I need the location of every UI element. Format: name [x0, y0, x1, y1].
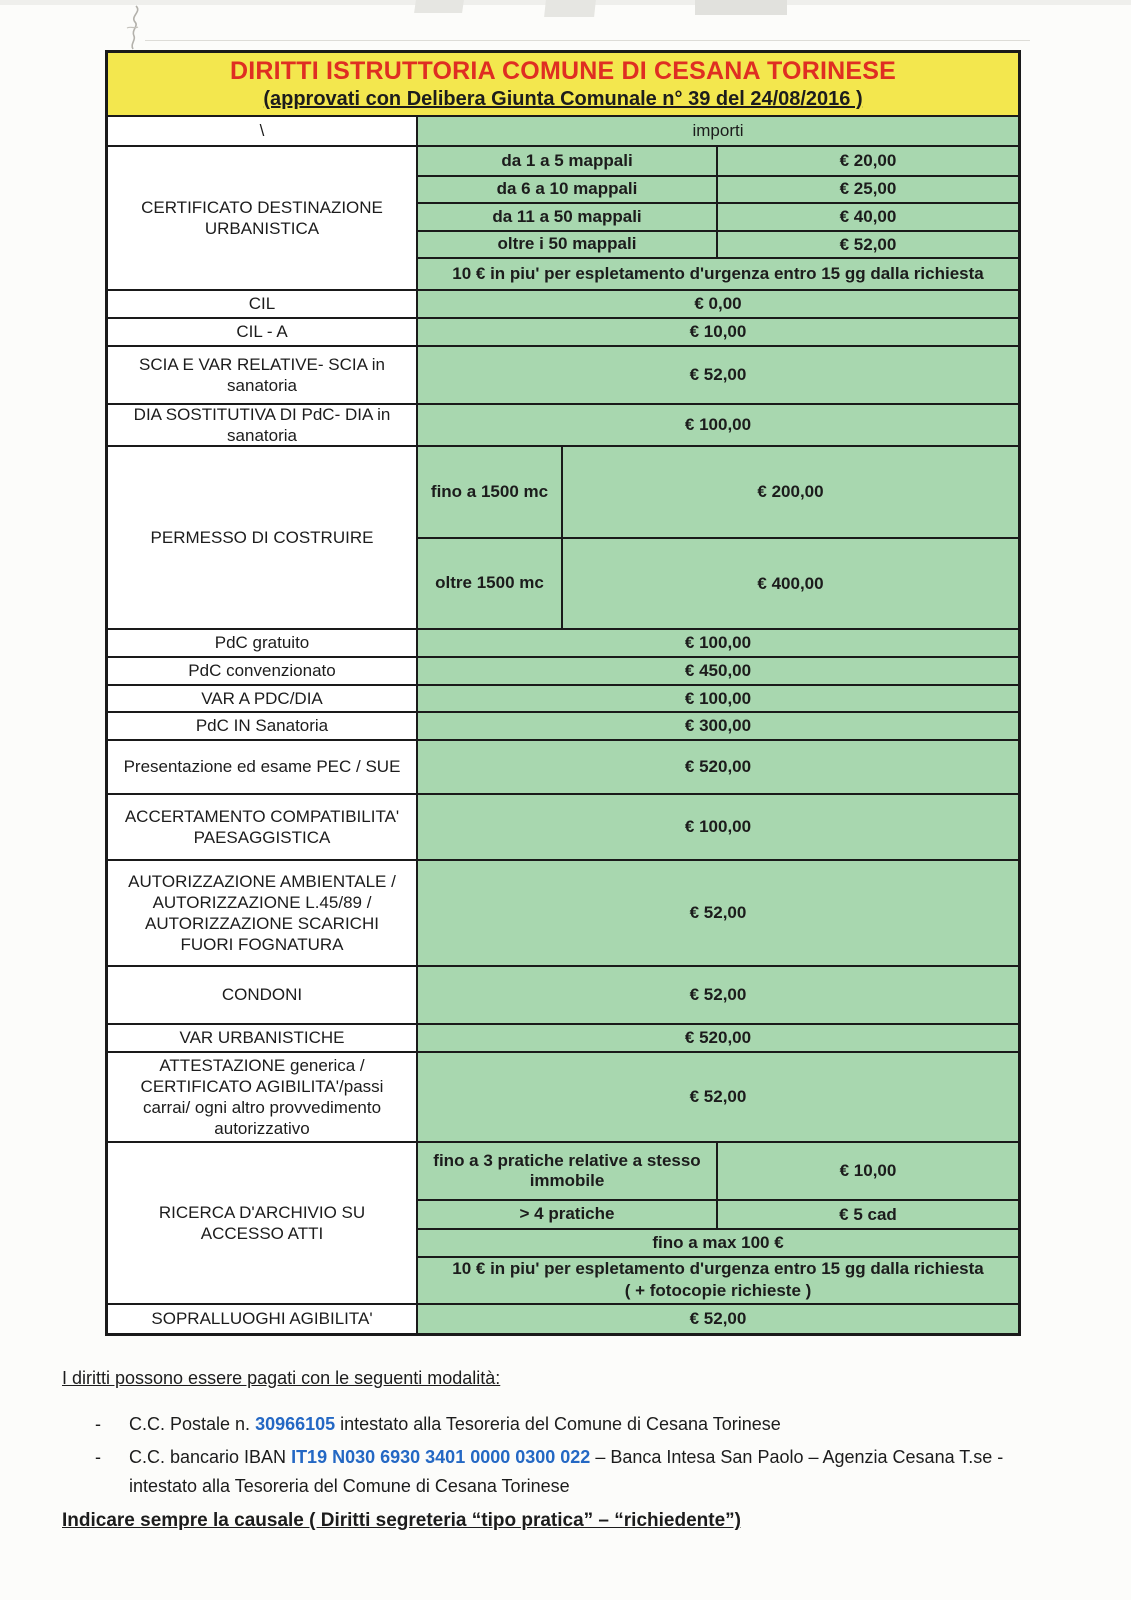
price-cell: € 400,00 [757, 573, 824, 593]
scan-smudge [695, 0, 787, 15]
row-label: CIL - A [108, 319, 418, 345]
cdu-tiers [418, 147, 1018, 289]
price-cell: € 100,00 [418, 630, 1018, 656]
row-label: SCIA E VAR RELATIVE- SCIA in sanatoria [108, 347, 418, 403]
bullet-dash: - [95, 1446, 101, 1467]
price-cell: € 52,00 [839, 234, 897, 254]
tier-label: fino a 1500 mc [418, 447, 563, 537]
row-label: ACCERTAMENTO COMPATIBILITA' PAESAGGISTICA [108, 795, 418, 859]
row-label: VAR A PDC/DIA [108, 686, 418, 711]
bank-account-pre: C.C. bancario IBAN [129, 1446, 292, 1467]
price-cell: € 40,00 [839, 207, 897, 227]
table-row [108, 739, 1018, 793]
row-label: VAR URBANISTICHE [108, 1025, 418, 1051]
postal-account-post: intestato alla Tesoreria del Comune di Cesana Torinese [335, 1414, 781, 1434]
tier-row [418, 537, 1018, 628]
tier-label: fino a 3 pratiche relative a stesso immobile [418, 1143, 718, 1199]
tier-label: oltre i 50 mappali [418, 232, 718, 258]
row-label: CONDONI [108, 967, 418, 1023]
row-label: CIL [108, 291, 418, 317]
tier-label: da 1 a 5 mappali [418, 147, 718, 175]
scan-smudge [544, 0, 596, 17]
urgency-note [418, 1256, 1018, 1303]
scan-line [145, 40, 1030, 41]
tier-row [418, 175, 1018, 203]
scan-smudge [414, 0, 464, 13]
table-row [108, 965, 1018, 1023]
price-cell: € 520,00 [418, 1025, 1018, 1051]
table-row [108, 317, 1018, 345]
tier-row [418, 1143, 1018, 1199]
table-row [108, 656, 1018, 684]
cap-note: fino a max 100 € [418, 1228, 1018, 1256]
row-label: PdC convenzionato [108, 658, 418, 684]
price-cell: € 52,00 [418, 861, 1018, 965]
tier-row [418, 1199, 1018, 1228]
postal-account-line [129, 1410, 1055, 1439]
urgency-note: 10 € in piu' per espletamento d'urgenza entro 15 gg dalla richiesta [418, 257, 1018, 289]
table-row [108, 859, 1018, 965]
price-cell: € 5 cad [839, 1204, 897, 1224]
iban-number: IT19 N030 6930 3401 0000 0300 022 [291, 1446, 591, 1467]
causale-instruction: Indicare sempre la causale ( Diritti segreteria “tipo pratica” – “richiedente”) [62, 1510, 741, 1531]
price-cell: € 25,00 [839, 179, 897, 199]
postal-account-pre: C.C. Postale n. [129, 1414, 256, 1434]
importi-header-cell: importi [418, 117, 1018, 145]
row-label: ATTESTAZIONE generica / CERTIFICATO AGIBILITA'/passi carrai/ ogni altro provvedimento autorizzativo [108, 1053, 418, 1141]
list-item [95, 1443, 1055, 1501]
row-label: DIA SOSTITUTIVA DI PdC- DIA in sanatoria [108, 405, 418, 445]
price-cell: € 10,00 [418, 319, 1018, 345]
price-cell: € 100,00 [418, 686, 1018, 711]
document-subtitle: (approvati con Delibera Giunta Comunale n° 39 del 24/08/2016 ) [263, 88, 863, 110]
table-row [108, 145, 1018, 289]
bank-account-post: – Banca Intesa San Paolo – Agenzia Cesana T.se - intestato alla Tesoreria del Comune di Cesana Torinese [129, 1446, 1004, 1496]
table-row [108, 1051, 1018, 1141]
pencil-mark [114, 2, 156, 54]
row-label: SOPRALLUOGHI AGIBILITA' [108, 1305, 418, 1333]
table-row [108, 289, 1018, 317]
row-label: PERMESSO DI COSTRUIRE [108, 447, 418, 628]
price-cell: € 450,00 [418, 658, 1018, 684]
row-label: CERTIFICATO DESTINAZIONE URBANISTICA [108, 147, 418, 289]
ricerca-tiers [418, 1143, 1018, 1303]
tier-row [418, 147, 1018, 175]
bullet-dash: - [95, 1414, 101, 1434]
permesso-tiers [418, 447, 1018, 628]
price-cell: € 52,00 [418, 1305, 1018, 1333]
table-title-block [108, 53, 1018, 115]
list-item [95, 1410, 1055, 1439]
table-row [108, 403, 1018, 445]
table-row [108, 345, 1018, 403]
price-cell: € 52,00 [418, 347, 1018, 403]
row-label: RICERCA D'ARCHIVIO SU ACCESSO ATTI [108, 1143, 418, 1303]
document-title: DIRITTI ISTRUTTORIA COMUNE DI CESANA TORINESE [230, 57, 896, 85]
tier-row [418, 202, 1018, 230]
payment-methods-intro: I diritti possono essere pagati con le seguenti modalità: [62, 1368, 501, 1388]
table-row [108, 628, 1018, 656]
tier-label: da 6 a 10 mappali [418, 177, 718, 203]
price-cell: € 520,00 [418, 741, 1018, 793]
row-label: AUTORIZZAZIONE AMBIENTALE / AUTORIZZAZIONE L.45/89 / AUTORIZZAZIONE SCARICHI FUORI FOGNATURA [108, 861, 418, 965]
postal-account-number: 30966105 [255, 1414, 336, 1434]
table-row [108, 445, 1018, 628]
row-label: PdC IN Sanatoria [108, 713, 418, 739]
payment-methods-list [95, 1410, 1055, 1504]
urgency-note-line1: 10 € in piu' per espletamento d'urgenza entro 15 gg dalla richiesta [452, 1259, 984, 1279]
table-row [108, 1303, 1018, 1333]
price-cell: € 52,00 [418, 1053, 1018, 1141]
fees-table [105, 50, 1021, 1336]
price-cell: € 300,00 [418, 713, 1018, 739]
table-row [108, 711, 1018, 739]
price-cell: € 0,00 [418, 291, 1018, 317]
tier-row [418, 447, 1018, 537]
price-cell: € 20,00 [839, 150, 897, 170]
tier-label: da 11 a 50 mappali [418, 204, 718, 230]
row-label: Presentazione ed esame PEC / SUE [108, 741, 418, 793]
tier-row [418, 230, 1018, 258]
price-cell: € 10,00 [839, 1161, 897, 1181]
corner-cell: \ [108, 117, 418, 145]
table-row [108, 793, 1018, 859]
bank-account-line [129, 1443, 1055, 1501]
table-row [108, 1023, 1018, 1051]
price-cell: € 200,00 [757, 482, 824, 501]
price-cell: € 52,00 [418, 967, 1018, 1023]
price-cell: € 100,00 [418, 405, 1018, 445]
tier-label: > 4 pratiche [418, 1201, 718, 1228]
table-header-row [108, 115, 1018, 145]
price-cell: € 100,00 [418, 795, 1018, 859]
tier-label: oltre 1500 mc [418, 539, 563, 628]
row-label: PdC gratuito [108, 630, 418, 656]
table-row [108, 1141, 1018, 1303]
urgency-note-line2: ( + fotocopie richieste ) [624, 1281, 812, 1301]
table-row [108, 684, 1018, 711]
